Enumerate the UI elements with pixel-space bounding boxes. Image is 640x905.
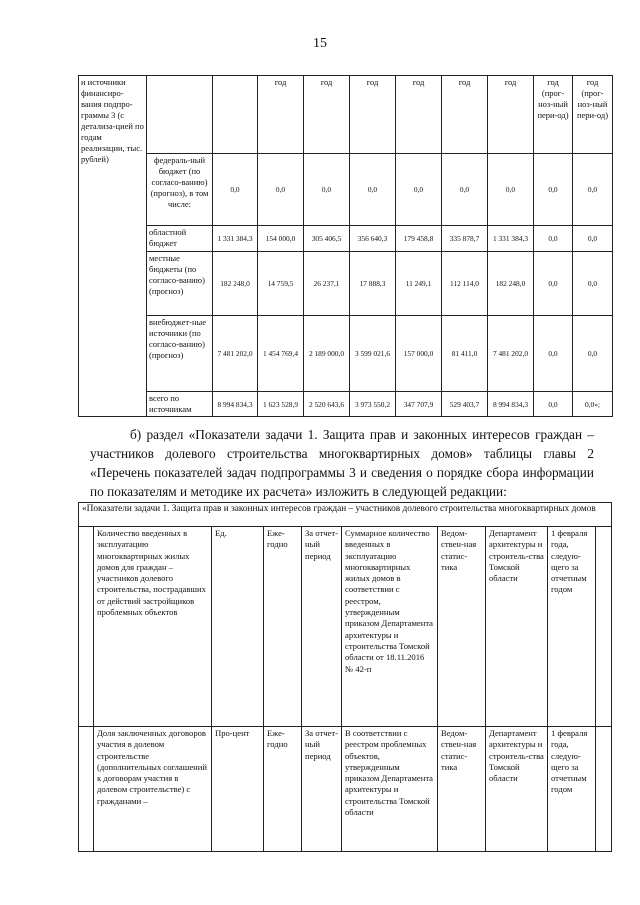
indicator-deadline: 1 февраля года, следую-щего за отчетным годом	[548, 727, 596, 852]
year-header: год	[396, 76, 442, 154]
value-cell: 2 520 643,6	[304, 392, 350, 417]
indicator-name: Количество введенных в эксплуатацию многоквартирных жилых домов для граждан – участников долевого строительства, пострадавших от действий застройщиков проблемных объектов	[94, 527, 212, 727]
value-cell: 157 000,0	[396, 316, 442, 392]
financing-table	[78, 75, 613, 417]
value-cell: 347 707,9	[396, 392, 442, 417]
value-cell: 3 973 550,2	[350, 392, 396, 417]
value-cell: 305 406,5	[304, 226, 350, 252]
value-cell: 0,0	[442, 154, 488, 226]
year-header: год	[304, 76, 350, 154]
year-header: год	[488, 76, 534, 154]
indicator-frequency: Еже-годно	[264, 527, 302, 727]
value-cell: 0,0	[534, 392, 573, 417]
row-label-local: местные бюджеты (по согласо-ванию) (прогноз)	[147, 252, 213, 316]
value-cell: 0,0	[488, 154, 534, 226]
value-cell: 356 640,3	[350, 226, 396, 252]
indicator-source: Ведом-ствен-ная статис-тика	[438, 527, 486, 727]
value-cell: 0,0	[304, 154, 350, 226]
indicators-section-header: «Показатели задачи 1. Защита прав и законных интересов граждан – участников долевого строительства многоквартирных домов	[79, 503, 612, 527]
indicators-table	[78, 502, 612, 852]
value-cell: 1 331 384,3	[488, 226, 534, 252]
indicator-responsible: Департамент архитектуры и строитель-ства Томской области	[486, 527, 548, 727]
indicator-unit: Про-цент	[212, 727, 264, 852]
row-label-federal: федераль-ный бюджет (по согласо-ванию) (прогноз), в том числе:	[147, 154, 213, 226]
forecast-year-header: год (прог-ноз-ный пери-од)	[573, 76, 613, 154]
value-cell: 182 248,0	[213, 252, 258, 316]
value-cell: 0,0	[396, 154, 442, 226]
value-cell: 2 189 000,0	[304, 316, 350, 392]
row-label-total: всего по источникам	[147, 392, 213, 417]
value-cell: 3 599 021,6	[350, 316, 396, 392]
value-cell: 8 994 834,3	[488, 392, 534, 417]
row-label-regional: областной бюджет	[147, 226, 213, 252]
value-cell: 182 248,0	[488, 252, 534, 316]
year-header: год	[258, 76, 304, 154]
value-cell: 1 623 528,9	[258, 392, 304, 417]
indicator-period: За отчет-ный период	[302, 527, 342, 727]
value-cell: 0,0	[573, 154, 613, 226]
value-cell: 17 888,3	[350, 252, 396, 316]
page-number: 15	[313, 36, 327, 51]
value-cell: 154 000,0	[258, 226, 304, 252]
value-cell: 11 249,1	[396, 252, 442, 316]
indicator-method: Суммарное количество введенных в эксплуатацию многоквартирных жилых домов в соответствии с реестром, утвержденным приказом Департамента архитектуры и строительства Томской области от 18.11.2016 № 42-п	[342, 527, 438, 727]
value-cell: 0,0	[213, 154, 258, 226]
indicator-name: Доля заключенных договоров участия в долевом строительстве (дополнительных соглашений к договорам участия в долевом строительстве) с гражданами –	[94, 727, 212, 852]
indicator-method: В соответствии с реестром проблемных объектов, утвержденным приказом Департамента архитектуры и строительства Томской области	[342, 727, 438, 852]
indicator-unit: Ед.	[212, 527, 264, 727]
value-cell: 14 759,5	[258, 252, 304, 316]
value-cell: 0,0»;	[573, 392, 613, 417]
value-cell: 335 878,7	[442, 226, 488, 252]
value-cell: 0,0	[534, 316, 573, 392]
value-cell: 179 458,8	[396, 226, 442, 252]
value-cell: 0,0	[350, 154, 396, 226]
value-cell: 0,0	[534, 226, 573, 252]
value-cell: 0,0	[534, 154, 573, 226]
value-cell: 0,0	[573, 316, 613, 392]
amendment-paragraph: б) раздел «Показатели задачи 1. Защита прав и законных интересов граждан – участников долевого строительства многоквартирных домов» таблицы главы 2 «Перечень показателей задач подпрограммы 3 и сведения о порядке сбора информации по показателям и методике их расчета» изложить в следующей редакции:	[90, 427, 594, 499]
value-cell: 1 331 384,3	[213, 226, 258, 252]
value-cell: 26 237,1	[304, 252, 350, 316]
year-header: год	[442, 76, 488, 154]
forecast-year-header: год (прог-ноз-ный пери-од)	[534, 76, 573, 154]
indicator-deadline: 1 февраля года, следую-щего за отчетным годом	[548, 527, 596, 727]
indicator-responsible: Департамент архитектуры и строитель-ства Томской области	[486, 727, 548, 852]
year-header: год	[350, 76, 396, 154]
value-cell: 1 454 769,4	[258, 316, 304, 392]
value-cell: 8 994 834,3	[213, 392, 258, 417]
indicator-source: Ведом-ствен-ная статис-тика	[438, 727, 486, 852]
value-cell: 0,0	[573, 252, 613, 316]
value-cell: 0,0	[258, 154, 304, 226]
value-cell: 112 114,0	[442, 252, 488, 316]
row-label-extrabudgetary: внебюджет-ные источники (по согласо-ванию) (прогноз)	[147, 316, 213, 392]
value-cell: 81 411,0	[442, 316, 488, 392]
indicator-frequency: Еже-годно	[264, 727, 302, 852]
indicator-period: За отчет-ный период	[302, 727, 342, 852]
source-label-cell: и источники финансиро-вания подпро-граммы 3 (с детализа-цией по годам реализации, тыс. рублей)	[79, 76, 147, 417]
value-cell: 7 481 202,0	[213, 316, 258, 392]
value-cell: 529 403,7	[442, 392, 488, 417]
value-cell: 0,0	[573, 226, 613, 252]
value-cell: 7 481 202,0	[488, 316, 534, 392]
value-cell: 0,0	[534, 252, 573, 316]
